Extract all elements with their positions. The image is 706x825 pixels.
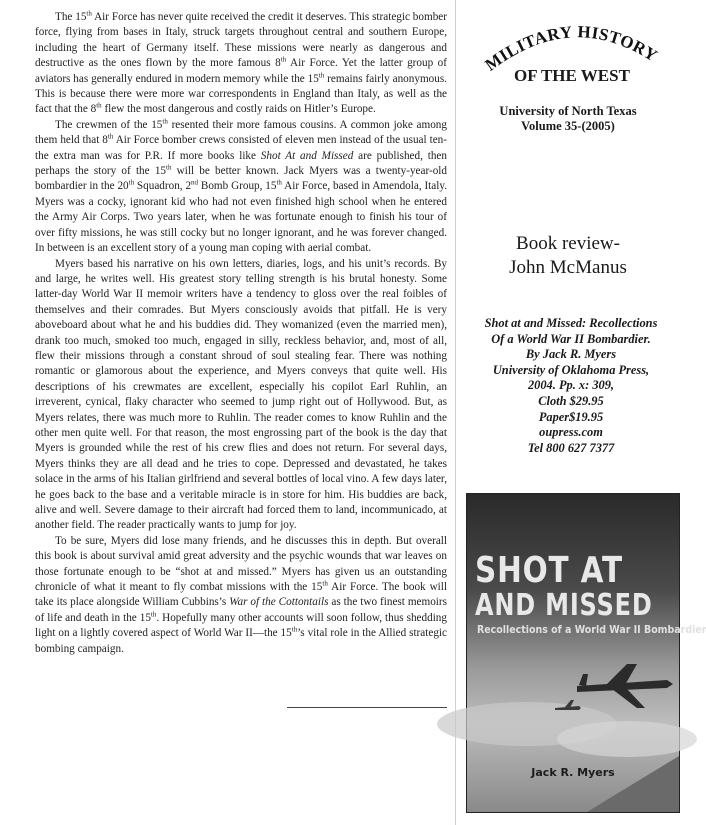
book-details	[460, 316, 682, 456]
review-article	[35, 10, 447, 657]
column-divider	[455, 0, 456, 825]
superscript: th	[128, 178, 135, 187]
text-run: flew the most dangerous and costly raids on Hitler’s Europe.	[101, 103, 376, 116]
book-detail-line: Of a World War II Bombardier.	[491, 331, 651, 346]
text-run: remains fairly anonymous. This is because there were more war correspondents in England than Italy, as well as the fact that the 8	[35, 72, 447, 116]
volume-number: Volume 35-(2005)	[521, 119, 615, 133]
cover-author: Jack R. Myers	[531, 766, 615, 779]
text-run: To be sure, Myers did lose many friends, and he discusses this in depth. But overall this book is about survival amid great adversity and the psychic wounds that war leaves on those fortunate enough to be “shot at and missed.” Myers has given us an outstanding chronicle of what it meant to fly combat missions with the 15	[35, 534, 447, 594]
superscript: th	[276, 178, 282, 187]
reviewer-name: John McManus	[509, 257, 627, 278]
text-run: Air Force, based in Amendola, Italy. Myers was a cocky, ignorant kid who had not even finished high school when he entered the Army Air Corps. Two years later, when he was fortunate enough to finish his tour of over fifty missions, he was still cocky but no longer ignorant, and he was forever changed. In between is an excellent story of a young man coping with aerial combat.	[35, 180, 448, 255]
superscript: th	[322, 579, 328, 588]
text-run: Air Force bomber crews consisted of eleven men instead of the usual ten-the extra man was for P.R. If more books like	[35, 134, 447, 162]
scan-artifact-line	[287, 707, 447, 708]
cover-subtitle: Recollections of a World War II Bombardier	[477, 624, 706, 636]
book-detail-line: Shot at and Missed: Recollections	[484, 316, 658, 330]
superscript: th	[150, 610, 157, 619]
book-cover	[466, 493, 706, 813]
review-label: Book review-	[516, 233, 620, 254]
text-run: Bomb Group, 15	[198, 180, 277, 193]
superscript: th	[318, 70, 325, 79]
text-run: are published, then perhaps the story of the 15	[35, 149, 447, 178]
text-run: will be better known. Jack Myers was a twenty-year-old bombardier in the 20	[35, 165, 447, 193]
article-paragraph	[35, 118, 447, 257]
book-detail-line: 2004. Pp. x: 309,	[527, 378, 615, 393]
superscript: nd	[191, 178, 199, 187]
book-detail-line: Cloth $29.95	[538, 393, 604, 408]
book-detail-line: Paper$19.95	[538, 409, 604, 424]
superscript: th	[96, 101, 102, 110]
superscript: th	[280, 55, 287, 64]
journal-masthead	[462, 8, 682, 118]
bomber-aircraft-illustration	[467, 494, 706, 812]
superscript: th	[166, 163, 172, 172]
book-detail-line: oupress.com	[539, 425, 603, 440]
cover-title-line1: SHOT AT	[475, 550, 623, 591]
book-detail-line: University of Oklahoma Press,	[492, 362, 650, 377]
book-detail-line: Tel 800 627 7377	[527, 440, 615, 455]
text-run: ’s vital role in the Allied strategic bombing campaign.	[35, 627, 447, 655]
text-run: Squadron, 2	[134, 180, 192, 193]
article-paragraph	[35, 257, 447, 534]
text-run: Air Force. The book will take its place alongside William Cubbins’s	[35, 581, 447, 609]
text-run: as the two finest memoirs of life and death in the 15	[35, 596, 447, 624]
text-run: The 15	[55, 11, 87, 23]
text-run: . Hopefully many other accounts will soon follow, thus shedding light on a lightly covered aspect of World War II—the 15	[35, 611, 447, 640]
university-name: University of North Texas	[499, 104, 637, 118]
article-paragraph	[35, 534, 447, 657]
cover-title-line2: AND MISSED	[475, 588, 653, 623]
article-paragraph	[35, 10, 447, 118]
text-run: resented their more famous cousins. A common joke among them held that 8	[35, 118, 447, 147]
book-title-italic: Shot At and Missed	[260, 149, 354, 162]
superscript: th	[162, 117, 168, 126]
book-title-italic: War of the Cottontails	[229, 596, 329, 609]
publication-info	[468, 104, 668, 134]
book-detail-line: By Jack R. Myers	[525, 347, 617, 362]
superscript: th	[86, 9, 92, 18]
text-run: Air Force. Yet the latter group of aviators has generally endured in modern memory while the 15	[35, 57, 447, 85]
superscript: th	[291, 625, 298, 634]
masthead-arc	[462, 8, 682, 103]
text-run: Air Force has never quite received the credit it deserves. This strategic bomber force, flying from bases in Italy, struck targets throughout central and southern Europe, including the heart of Germany itself. These missions were nearly as dangerous and destructive as the ones flown by the more famous 8	[35, 11, 447, 70]
masthead-subtitle: OF THE WEST	[514, 66, 630, 85]
text-run: The crewmen of the 15	[55, 118, 163, 131]
review-heading	[468, 232, 668, 280]
masthead-title: MILITARY HISTORY	[481, 22, 661, 75]
text-run: Myers based his narrative on his own letters, diaries, logs, and his unit’s records. By and large, he writes well. His greatest story telling strength is his brutal honesty. Some latter-day World War II memoir writers have a tendency to gloss over the real foibles of themselves and their comrades. But Myers consciously avoids that pitfall. He is very aboveboard about what he and his buddies did. They womanized (even the married men), drank too much, smoked too much, engaged in silly, reckless behavior, and, most of all, flew their missions through a constant shroud of soul stealing fear. There was nothing romantic or glamorous about the experience, and Myers conveys that quite well. His descriptions of his crewmates are excellent, especially his copilot Earl Ruhlin, an irreverent, cynical, flaky character who seemed to jump right out of Hollywood. But, as Myers relates, there was much more to Ruhlin. The reader comes to know Ruhlin and the other men quite well. For that reason, the most engrossing part of the book is the day that Myers is grounded while the rest of his crew flies and does not return. For several days, Myers thinks they are all dead and he tries to cope. Depressed and devastated, he takes solace in the arms of his Italian girlfriend and several bottles of local vino. A few days later, he goes back to the base and a veritable miracle is in store for him. His buddies are back, alive and well. Severe damage to their aircraft had forced them to land, incommunicado, at another field. The reader practically wants to jump for joy.	[35, 257, 447, 532]
superscript: th	[107, 132, 114, 141]
